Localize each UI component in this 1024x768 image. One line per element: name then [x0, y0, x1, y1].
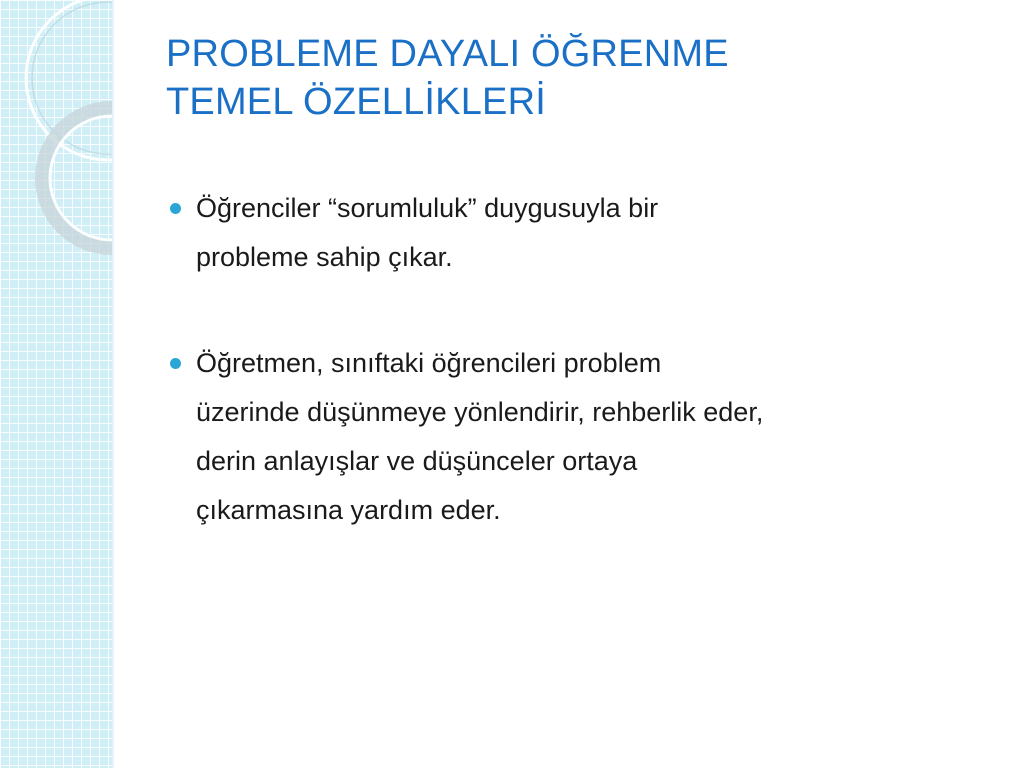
bullet-2-line-4: çıkarmasına yardım eder.: [196, 495, 501, 525]
slide-title: [166, 30, 986, 126]
bullet-item-1: [166, 184, 966, 282]
decorative-circles: [0, 0, 112, 768]
bullet-dot-icon: [170, 358, 181, 369]
bullet-dot-icon: [170, 203, 181, 214]
bullet-1-line-1: Öğrenciler “sorumluluk” duygusuyla bir: [196, 193, 659, 223]
slide-title-line-1: PROBLEME DAYALI ÖĞRENME: [166, 33, 729, 75]
bullet-list: [166, 184, 966, 535]
bullet-1-line-2: probleme sahip çıkar.: [196, 242, 453, 272]
bullet-2-line-2: üzerinde düşünmeye yönlendirir, rehberlik eder,: [196, 397, 764, 427]
bullet-2-line-1: Öğretmen, sınıftaki öğrencileri problem: [196, 348, 662, 378]
decorative-side-band: [0, 0, 114, 768]
slide-title-line-2: TEMEL ÖZELLİKLERİ: [166, 81, 547, 123]
bullet-2-line-3: derin anlayışlar ve düşünceler ortaya: [196, 446, 638, 476]
bullet-item-2: [166, 339, 966, 535]
